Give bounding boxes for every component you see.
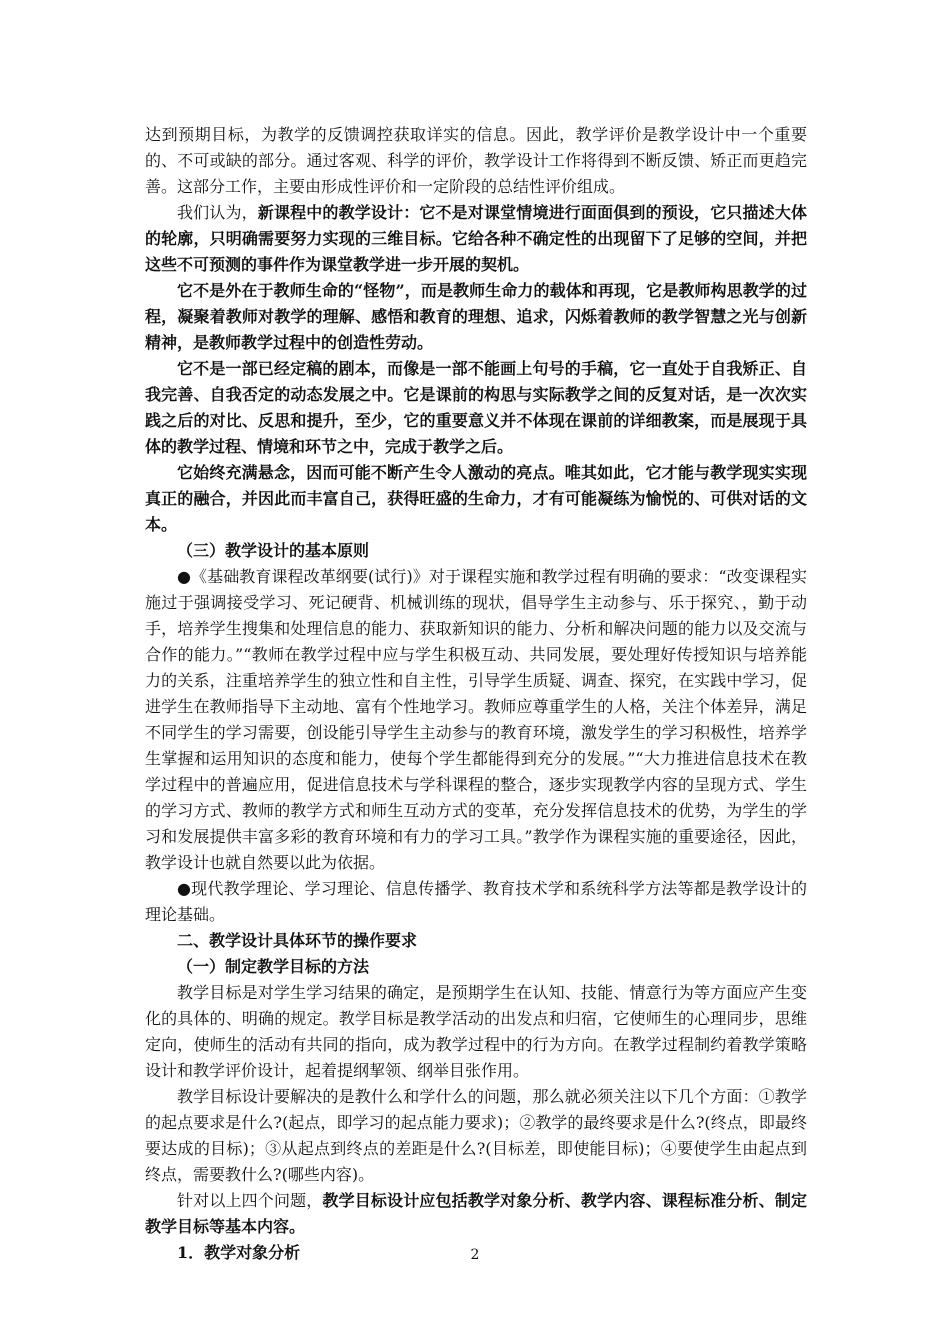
- paragraph-suspense: 它始终充满悬念，因而可能不断产生令人激动的亮点。唯其如此，它才能与教学现实实现真正的融合，并因此而丰富自己，获得旺盛的生命力，才有可能凝练为愉悦的、可供对话的文本。: [145, 463, 807, 534]
- paragraph-evaluation-continued: 达到预期目标，为教学的反馈调控获取详实的信息。因此，教学评价是教学设计中一个重要的、不可或缺的部分。通过客观、科学的评价，教学设计工作将得到不断反馈、矫正而更趋完善。这部分工作，主要由形成性评价和一定阶段的总结性评价组成。: [145, 125, 807, 196]
- paragraph-objectives-questions: 教学目标设计要解决的是教什么和学什么的问题，那么就必须关注以下几个方面：①教学的起点要求是什么?(起点，即学习的起点能力要求)；②教学的最终要求是什么?(终点，即最终要达成的目标)；③从起点到终点的差距是什么?(目标差，即使能目标)；④要使学生由起点到终点，需要教什么?(哪些内容)。: [145, 1087, 807, 1184]
- document-body: [145, 122, 807, 1266]
- paragraph-bold-text: 教学目标设计应包括教学对象分析、教学内容、课程标准分析、制定教学目标等基本内容。: [145, 1191, 807, 1236]
- section-heading-objectives-method: （一）制定教学目标的方法: [177, 957, 370, 976]
- page-number: 2: [470, 1247, 480, 1263]
- section-heading-principles: （三）教学设计的基本原则: [177, 541, 370, 560]
- paragraph-teacher-life: 它不是外在于教师生命的“怪物”，而是教师生命力的载体和再现，它是教师构思教学的过程，凝聚着教师对教学的理解、感悟和教育的理想、追求，闪烁着教师的教学智慧之光与创新精神，是教师教学过程中的创造性劳动。: [145, 281, 807, 352]
- paragraph-manuscript: 它不是一部已经定稿的剧本，而像是一部不能画上句号的手稿，它一直处于自我矫正、自我完善、自我否定的动态发展之中。它是课前的构思与实际教学之间的反复对话，是一次次实践之后的对比、反思和提升，至少，它的重要意义并不体现在课前的详细教案，而是展现于具体的教学过程、情境和环节之中，完成于教学之后。: [145, 359, 807, 456]
- paragraph-objectives-content: [145, 1188, 807, 1240]
- paragraph-curriculum-outline: ●《基础教育课程改革纲要(试行)》对于课程实施和教学过程有明确的要求：“改变课程实施过于强调接受学习、死记硬背、机械训练的现状，倡导学生主动参与、乐于探究、，勤于动手，培养学生搜集和处理信息的能力、获取新知识的能力、分析和解决问题的能力以及交流与合作的能力。”“教师在教学过程中应与学生积极互动、共同发展，要处理好传授知识与培养能力的关系，注重培养学生的独立性和自主性，引导学生质疑、调查、探究，在实践中学习，促进学生在教师指导下主动地、富有个性地学习。教师应尊重学生的人格，关注个体差异，满足不同学生的学习需要，创设能引导学生主动参与的教育环境，激发学生的学习积极性，培养学生掌握和运用知识的态度和能力，使每个学生都能得到充分的发展。”“大力推进信息技术在教学过程中的普遍应用，促进信息技术与学科课程的整合，逐步实现教学内容的呈现方式、学生的学习方式、教师的教学方式和师生互动方式的变革，充分发挥信息技术的优势，为学生的学习和发展提供丰富多彩的教育环境和有力的学习工具。”教学作为课程实施的重要途径，因此，教学设计也就自然要以此为依据。: [145, 567, 807, 872]
- paragraph-bold-text: 新课程中的教学设计：它不是对课堂情境进行面面俱到的预设，它只描述大体的轮廓，只明确需要努力实现的三维目标。它给各种不确定性的出现留下了足够的空间，并把这些不可预测的事件作为课堂教学进一步开展的契机。: [145, 203, 807, 274]
- section-heading-audience-analysis: 1．教学对象分析: [177, 1243, 301, 1262]
- paragraph-new-curriculum-design: [145, 200, 807, 278]
- paragraph-objectives-definition: 教学目标是对学生学习结果的确定，是预期学生在认知、技能、情意行为等方面应产生变化的具体的、明确的规定。教学目标是教学活动的出发点和归宿，它使师生的心理同步，思维定向，使师生的活动有共同的指向，成为教学过程中的行为方向。在教学过程制约着教学策略设计和教学评价设计，起着提纲挈领、纲举目张作用。: [145, 983, 807, 1080]
- section-heading-operations: 二、教学设计具体环节的操作要求: [177, 931, 418, 950]
- paragraph-lead-text: 针对以上四个问题，: [177, 1191, 323, 1210]
- paragraph-lead-text: 我们认为，: [177, 203, 258, 222]
- paragraph-theory-basis: ●现代教学理论、学习理论、信息传播学、教育技术学和系统科学方法等都是教学设计的理论基础。: [145, 879, 807, 924]
